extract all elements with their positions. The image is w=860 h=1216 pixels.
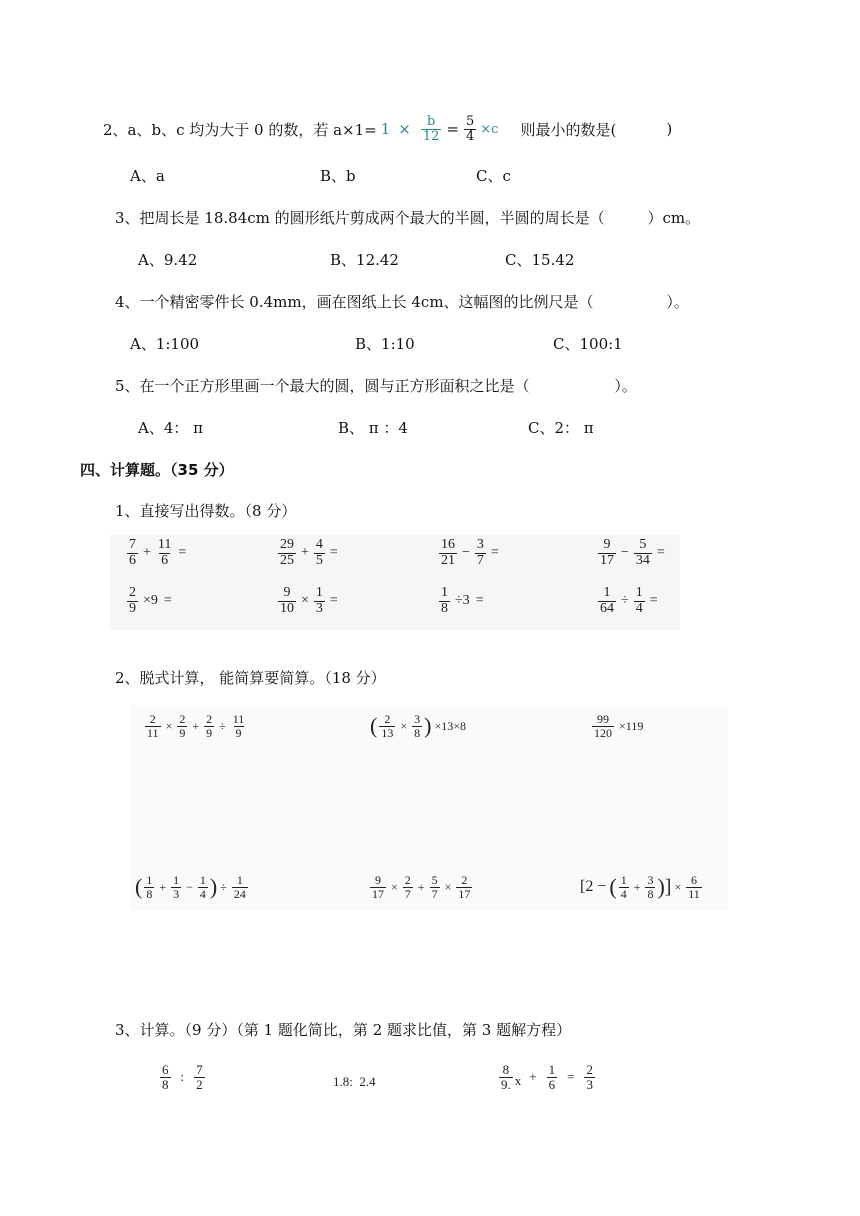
q3-tail: ）cm。 [647, 209, 701, 227]
p2-expr-2: ( $\frac{2}{13}$ × $\frac{3}{8}$ ) ×13×8 [370, 712, 466, 740]
q3-option-b[interactable]: B、12.42 [330, 251, 399, 269]
q4-option-a[interactable]: A、1:100 [130, 335, 200, 353]
p1-item-6: $\frac{9}{10}$ × $\frac{1}{3}$ = [280, 585, 338, 616]
p2-expr-6: [2 − ( $\frac{1}{4}$ + $\frac{3}{8}$ ) ] × $\frac{6}{11}$ [580, 873, 700, 901]
q4-tail: ）。 [666, 293, 689, 311]
p1-item-3: $\frac{16}{21}$ − $\frac{3}{7}$ = [441, 537, 499, 568]
question-2 [103, 115, 672, 143]
part-1-title: 1、直接写出得数。（8 分） [115, 502, 297, 520]
q3-option-a[interactable]: A、9.42 [138, 251, 198, 269]
q5-tail: ）。 [614, 377, 637, 395]
p1-item-1: $\frac{7}{6}$ + $\frac{11}{6}$ = [129, 537, 187, 568]
p1-item-8: $\frac{1}{64}$ ÷ $\frac{1}{4}$ = [600, 585, 658, 616]
section-4-title: 四、计算题。（35 分） [80, 461, 234, 479]
q5-option-a[interactable]: A、4： π [138, 419, 204, 437]
part-1-problems [110, 535, 680, 630]
q2-times: × [398, 120, 411, 139]
p3-expr-3: $\frac{8}{9.}$ x + $\frac{1}{6}$ = $\frac{2}{3}$ [501, 1062, 593, 1092]
p3-expr-2: 1.8: 2.4 [333, 1074, 376, 1089]
q2-fraction-b: $\frac{b}{12}$ [422, 114, 440, 144]
part-2-title: 2、脱式计算， 能简算要简算。（18 分） [115, 669, 386, 687]
q2-option-c[interactable]: C、c [476, 167, 511, 185]
question-5 [115, 375, 637, 396]
part-3-title: 3、计算。（9 分）（第 1 题化简比，第 2 题求比值，第 3 题解方程） [115, 1021, 572, 1039]
p2-expr-4: ( $\frac{1}{8}$ + $\frac{1}{3}$ − $\frac{1}{4}$ ) ÷ $\frac{1}{24}$ [135, 873, 246, 901]
q2-option-b[interactable]: B、b [320, 167, 356, 185]
q4-stem: 4、一个精密零件长 0.4mm，画在图纸上长 4cm、这幅图的比例尺是（ [115, 293, 594, 311]
q2-fraction-5-4: $\frac{5}{4}$ [465, 114, 475, 144]
p1-item-4: $\frac{9}{17}$ − $\frac{5}{34}$ = [600, 537, 665, 568]
q4-option-b[interactable]: B、1:10 [355, 335, 415, 353]
q2-times-c: ×c [480, 121, 499, 137]
q2-one: 1 [380, 120, 391, 139]
q5-option-b[interactable]: B、 π ：4 [338, 419, 408, 437]
q2-option-a[interactable]: A、a [130, 167, 165, 185]
q5-option-c[interactable]: C、2： π [528, 419, 594, 437]
p2-expr-1: $\frac{2}{11}$ × $\frac{2}{9}$ + $\frac{2}{9}$ ÷ $\frac{11}{9}$ [147, 712, 245, 740]
question-4 [115, 291, 689, 312]
p3-expr-1: $\frac{6}{8}$ : $\frac{7}{2}$ [162, 1062, 203, 1092]
q5-stem: 5、在一个正方形里画一个最大的圆，圆与正方形面积之比是（ [115, 377, 530, 395]
q4-option-c[interactable]: C、100:1 [553, 335, 623, 353]
p2-expr-5: $\frac{9}{17}$ × $\frac{2}{7}$ + $\frac{5}{7}$ × $\frac{2}{17}$ [372, 873, 471, 901]
q2-stem: 2、a、b、c 均为大于 0 的数，若 a×1= [103, 120, 377, 139]
q3-stem: 3、把周长是 18.84cm 的圆形纸片剪成两个最大的半圆，半圆的周长是（ [115, 209, 605, 227]
q3-option-c[interactable]: C、15.42 [505, 251, 575, 269]
q2-equals: = [446, 120, 459, 139]
p1-item-2: $\frac{29}{25}$ + $\frac{4}{5}$ = [280, 537, 338, 568]
question-3 [115, 207, 700, 228]
p2-expr-3: $\frac{99}{120}$ ×119 [594, 712, 644, 740]
q2-close: ) [666, 120, 673, 139]
q2-tail: 则最小的数是( [520, 120, 617, 139]
p1-item-5: $\frac{2}{9}$ ×9 = [129, 585, 172, 616]
p1-item-7: $\frac{1}{8}$ ÷3 = [441, 585, 484, 616]
